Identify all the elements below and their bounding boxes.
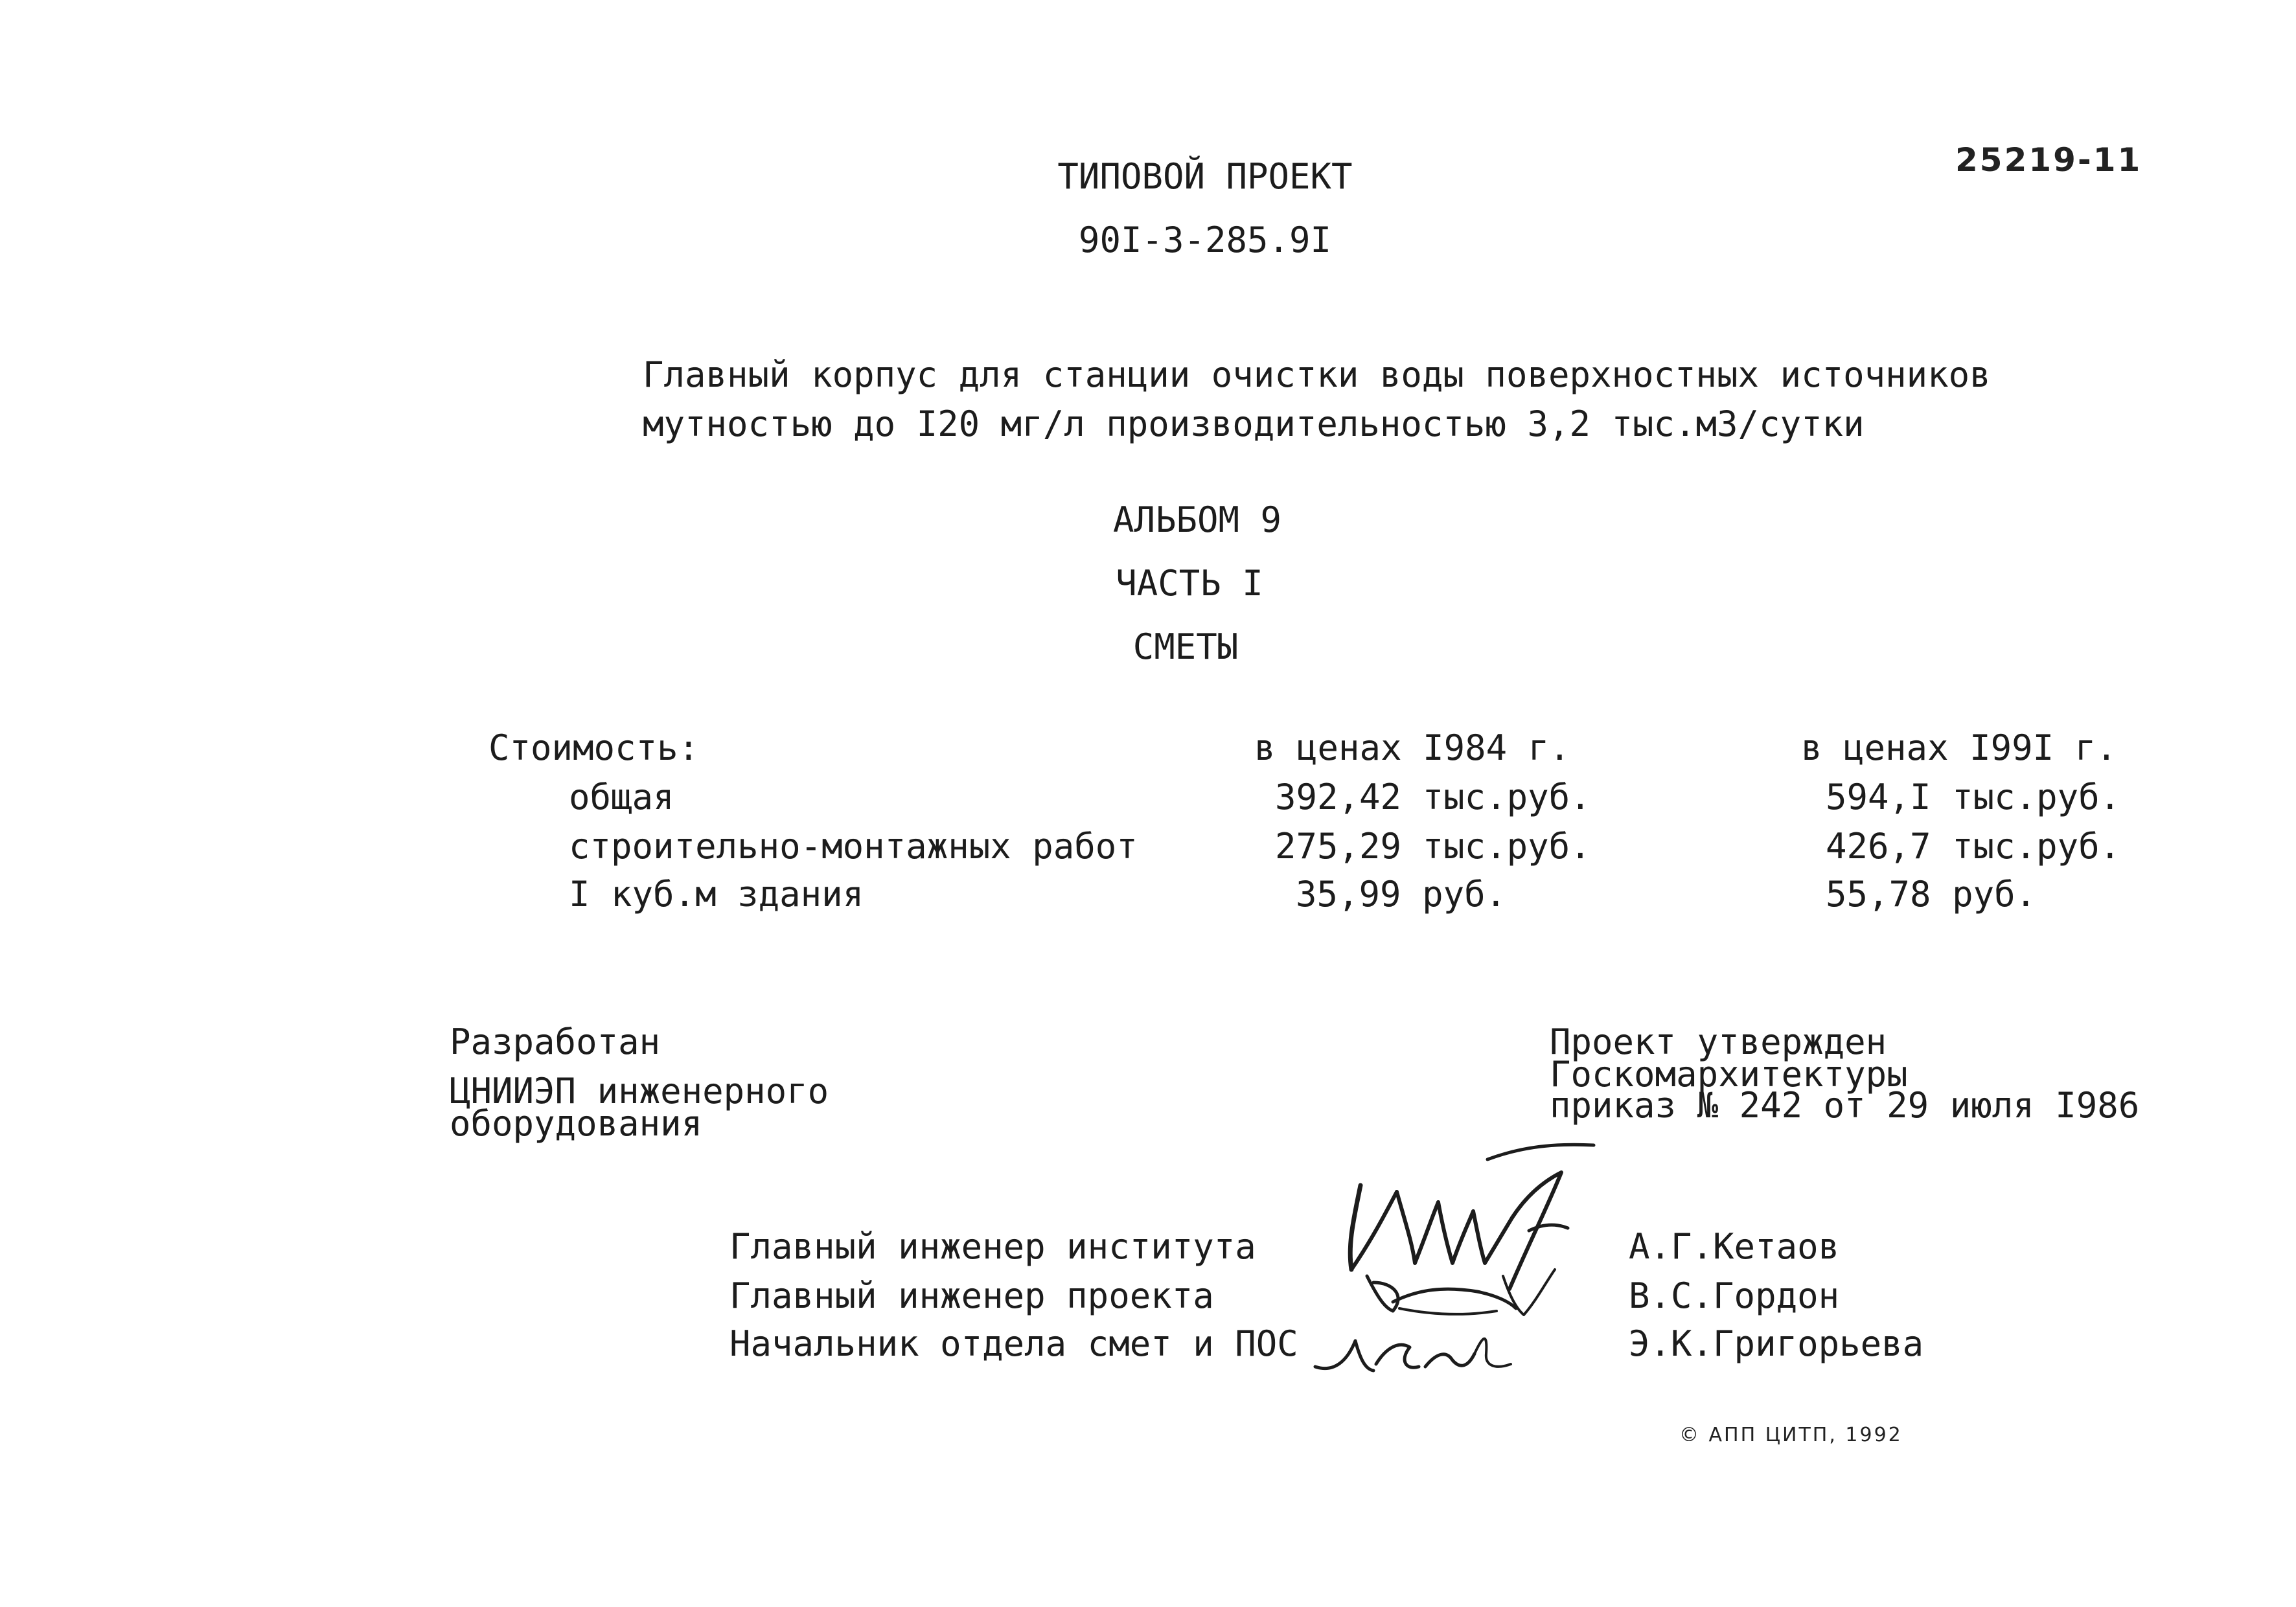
document-number-stamp: 25219-11: [1955, 141, 2142, 179]
approval-line-1: Проект утвержден: [1550, 1021, 1887, 1062]
signatory-name: Э.К.Григорьева: [1629, 1323, 1924, 1364]
cost-label: Стоимость:: [488, 727, 700, 768]
cost-row-label: общая: [569, 777, 674, 817]
description-line-1: Главный корпус для станции очистки воды поверхностных источников: [643, 354, 1991, 395]
cost-row-label: I куб.м здания: [569, 874, 864, 915]
cost-row-value-1991: 55,78 руб.: [1826, 874, 2037, 915]
developer-line-3: оборудования: [450, 1103, 703, 1144]
cost-row-value-1984: 35,99 руб.: [1296, 874, 1507, 915]
approval-line-2: Госкомархитектуры: [1550, 1054, 1908, 1095]
part-label: ЧАСТЬ I: [1116, 563, 1263, 604]
cost-row-value-1991: 426,7 тыс.руб.: [1826, 826, 2121, 867]
signature-chief-engineer-project: [1354, 1263, 1561, 1321]
signatory-name: В.С.Гордон: [1629, 1275, 1840, 1316]
cost-row-value-1984: 392,42 тыс.руб.: [1275, 777, 1591, 817]
signatory-position: Главный инженер проекта: [729, 1275, 1214, 1316]
developer-line-1: Разработан: [450, 1021, 661, 1062]
cost-col-1984-header: в ценах I984 г.: [1254, 727, 1570, 768]
cost-row-value-1991: 594,I тыс.руб.: [1826, 777, 2121, 817]
signatory-name: А.Г.Кетаов: [1629, 1226, 1840, 1267]
document-title: ТИПОВОЙ ПРОЕКТ: [1057, 156, 1353, 197]
signatory-position: Главный инженер института: [729, 1226, 1256, 1267]
subject-label: СМЕТЫ: [1132, 626, 1239, 667]
album-label: АЛЬБОМ 9: [1112, 499, 1282, 540]
cost-row-label: строительно-монтажных работ: [569, 826, 1138, 867]
copyright-notice: © АПП ЦИТП, 1992: [1679, 1424, 1903, 1446]
cost-col-1991-header: в ценах I99I г.: [1801, 727, 2117, 768]
project-code: 90I-3-285.9I: [1078, 220, 1332, 260]
developer-line-2: ЦНИИЭП инженерного: [450, 1071, 829, 1111]
approval-line-3: приказ № 242 от 29 июля I986: [1550, 1085, 2140, 1126]
signature-head-estimates-dept: [1309, 1321, 1516, 1380]
cost-row-value-1984: 275,29 тыс.руб.: [1275, 826, 1591, 867]
signatory-position: Начальник отдела смет и ПОС: [729, 1323, 1298, 1364]
description-line-2: мутностью до I20 мг/л производительностью 3,2 тыс.м3/сутки: [643, 404, 1865, 444]
